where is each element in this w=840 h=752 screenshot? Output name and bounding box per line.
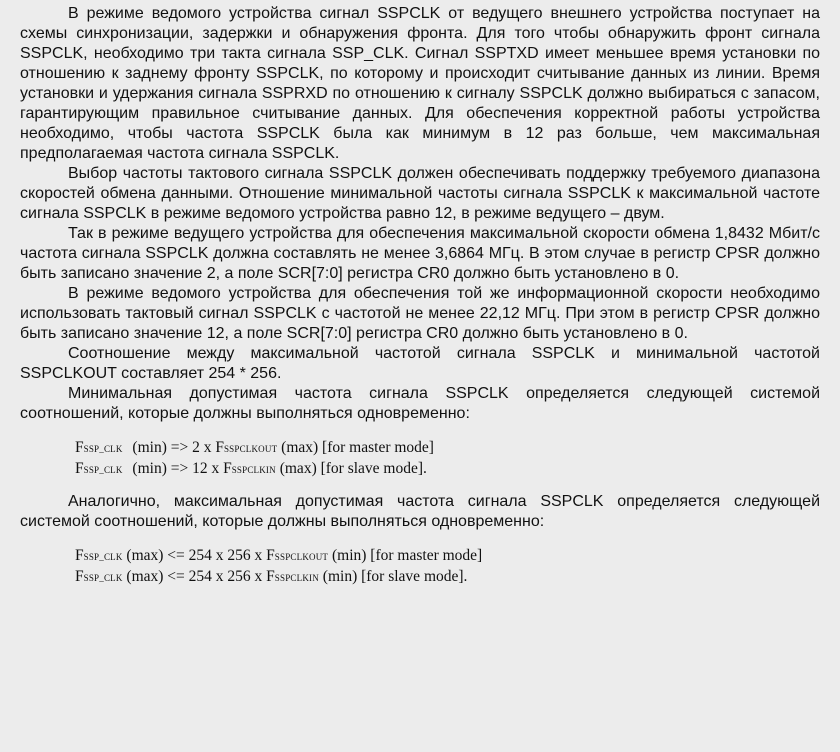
paragraph-master-mode-example: Так в режиме ведущего устройства для обеспечения максимальной скорости обмена 1,8432 Мбит/с частота сигнала SSPCLK должна составлять не менее 3,6864 МГц. В этом случае в регистр CPSR должно быть записано значение 2, а поле SCR[7:0] регистра CR0 должно быть установлено в 0.: [20, 225, 820, 282]
formula-min-master: FSSP_CLK (min) => 2 x FSSPCLKOUT (max) [for master mode]: [75, 439, 434, 456]
formula-max-master: FSSP_CLK (max) <= 254 x 256 x FSSPCLKOUT (min) [for master mode]: [75, 547, 483, 564]
paragraph-slave-mode-example: В режиме ведомого устройства для обеспечения той же информационной скорости необходимо использовать тактовый сигнал SSPCLK с частотой не менее 22,12 МГц. При этом в регистр CPSR должно быть записано значение 12, а поле SCR[7:0] регистра CR0 должно быть установлено в 0.: [20, 285, 820, 342]
formula-max-slave: FSSP_CLK (max) <= 254 x 256 x FSSPCLKIN (min) [for slave mode].: [75, 568, 468, 585]
paragraph-ratio: Соотношение между максимальной частотой сигнала SSPCLK и минимальной частотой SSPCLKOUT составляет 254 * 256.: [20, 345, 820, 382]
paragraph-max-frequency-intro: Аналогично, максимальная допустимая частота сигнала SSPCLK определяется следующей системой соотношений, которые должны выполняться одновременно:: [20, 493, 820, 530]
paragraph-slave-mode-sync: В режиме ведомого устройства сигнал SSPCLK от ведущего внешнего устройства поступает на схемы синхронизации, задержки и обнаружения фронта. Для того чтобы обнаружить фронт сигнала SSPCLK, необходимо три такта сигнала SSP_CLK. Сигнал SSPTXD имеет меньшее время установки по отношению к заднему фронту SSPCLK, по которому и происходит считывание данных из линии. Время установки и удержания сигнала SSPRXD по отношению к сигналу SSPCLK должно выбираться с запасом, гарантирующим правильное считывание данных. Для обеспечения корректной работы устройства необходимо, чтобы частота SSPCLK была как минимум в 12 раз больше, чем максимальная предполагаемая частота сигнала SSPCLK.: [20, 5, 820, 162]
paragraph-clock-frequency-choice: Выбор частоты тактового сигнала SSPCLK должен обеспечивать поддержку требуемого диапазона скоростей обмена данными. Отношение минимальной частоты сигнала SSPCLK к максимальной частоте сигнала SSPCLK в режиме ведомого устройства равно 12, в режиме ведущего – двум.: [20, 165, 820, 222]
max-frequency-formulas: [20, 546, 820, 588]
formula-min-slave: FSSP_CLK (min) => 12 x FSSPCLKIN (max) [for slave mode].: [75, 460, 427, 477]
min-frequency-formulas: [20, 438, 820, 480]
paragraph-min-frequency-intro: Минимальная допустимая частота сигнала SSPCLK определяется следующей системой соотношений, которые должны выполняться одновременно:: [20, 385, 820, 422]
